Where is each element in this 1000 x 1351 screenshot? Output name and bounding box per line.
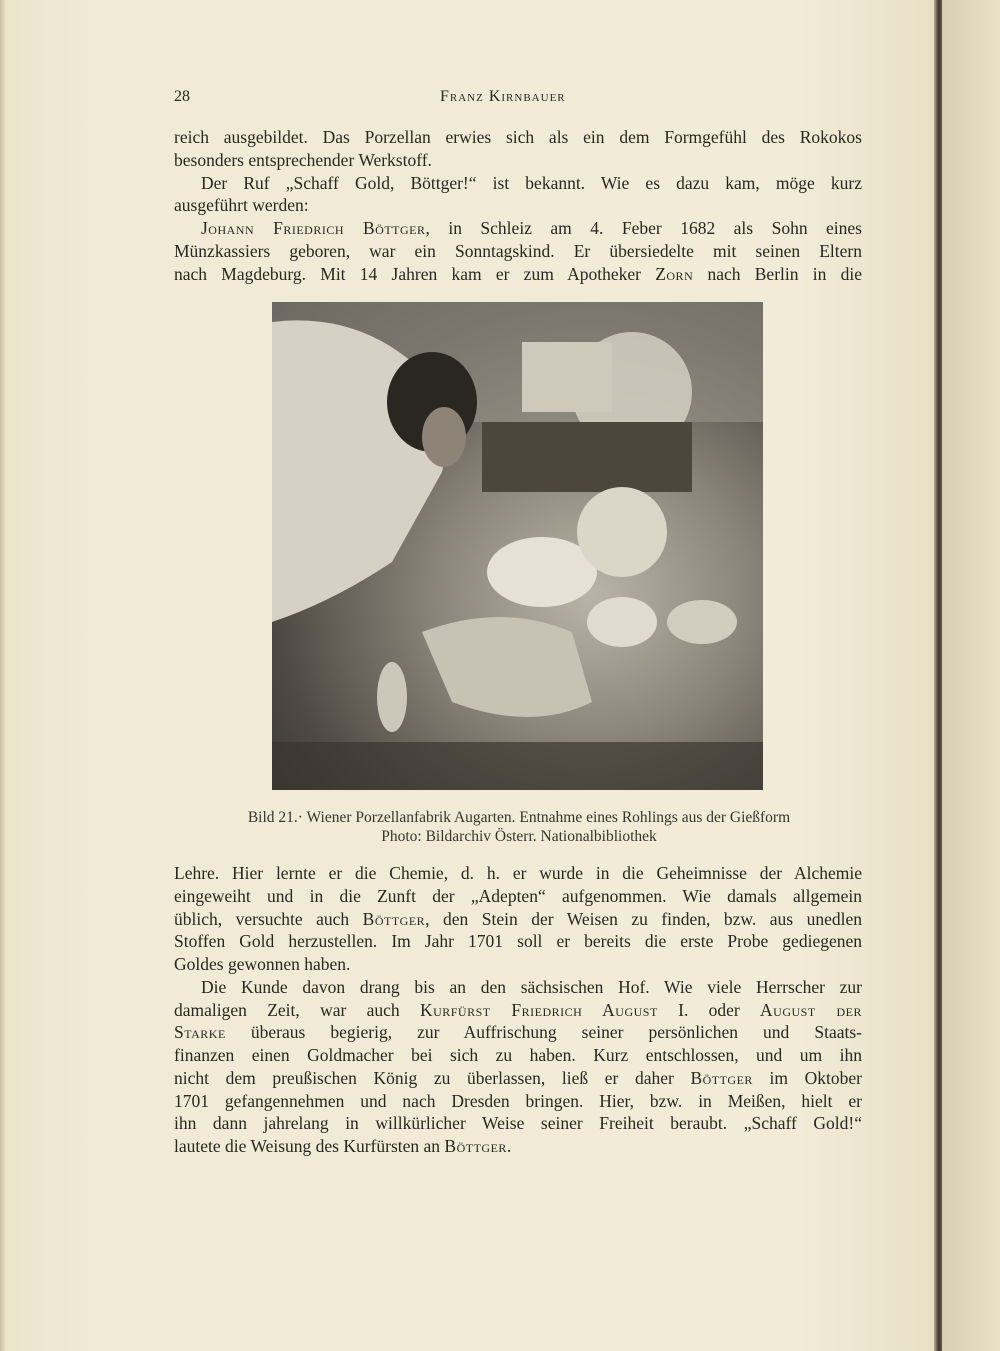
small-caps-name: Starke [174, 1022, 226, 1043]
text-segment: Die Kunde davon drang bis an den sächsischen Hof. Wie viele Herrscher zur [201, 976, 862, 997]
text-line [174, 217, 862, 239]
text-segment: I. oder [657, 999, 761, 1020]
text-line [174, 172, 862, 194]
text-segment: , in Schleiz am 4. Feber 1682 als Sohn eines [425, 218, 862, 239]
text-line [174, 149, 862, 171]
text-segment: , den Stein der Weisen zu finden, bzw. aus unedlen [425, 908, 863, 929]
text-segment: Lehre. Hier lernte er die Chemie, d. h. er wurde in die Geheimnisse der Alchemie [174, 863, 862, 883]
running-title: Franz Kirnbauer [440, 88, 566, 105]
small-caps-name: Böttger [444, 1136, 507, 1156]
page-number: 28 [174, 88, 190, 105]
text-line [174, 885, 862, 907]
text-line [174, 194, 862, 216]
text-segment: nicht dem preußischen König zu überlassen, ließ er daher [174, 1067, 691, 1088]
text-segment: lautete die Weisung des Kurfürsten an [174, 1136, 445, 1156]
text-segment: damaligen Zeit, war auch [174, 999, 420, 1020]
text-segment: 1701 gefangennehmen und nach Dresden bringen. Hier, bzw. in Meißen, hielt er [174, 1090, 862, 1111]
text-line [174, 930, 862, 952]
next-page-edge [942, 0, 1000, 1351]
text-line [174, 1090, 862, 1112]
text-line [174, 1044, 862, 1066]
photo-porcelain-worker [272, 302, 763, 790]
figure-photo [272, 302, 763, 790]
text-segment: nach Berlin in die [693, 263, 862, 284]
page-edge [0, 0, 6, 1351]
small-caps-name: Kurfürst Friedrich August [419, 999, 658, 1020]
text-segment: nach Magdeburg. Mit 14 Jahren kam er zum Apotheker [174, 263, 656, 284]
text-line [174, 862, 862, 884]
text-segment: besonders entsprechender Werkstoff. [174, 149, 432, 170]
text-line [174, 240, 862, 262]
text-segment: reich ausgebildet. Das Porzellan erwies sich als ein dem Formgefühl des Rokokos [174, 127, 862, 147]
text-line [174, 1135, 862, 1157]
text-line [174, 1021, 862, 1043]
figure-caption: Bild 21.· Wiener Porzellanfabrik Augarten. Entnahme eines Rohlings aus der Gießform [247, 809, 791, 826]
text-segment: Goldes gewonnen haben. [174, 954, 351, 974]
figure-credit: Photo: Bildarchiv Österr. Nationalbibliothek [381, 828, 657, 845]
text-segment: Stoffen Gold herzustellen. Im Jahr 1701 soll er bereits die erste Probe gediegenen [174, 931, 862, 952]
text-line [174, 908, 862, 930]
text-segment: ihn dann jahrelang in willkürlicher Weise seiner Freiheit beraubt. „Schaff Gold!“ [174, 1113, 862, 1134]
text-segment: überaus begierig, zur Auffrischung seiner persönlichen und Staats- [225, 1022, 862, 1043]
text-segment: im Oktober [752, 1067, 862, 1088]
text-segment: finanzen einen Goldmacher bei sich zu haben. Kurz entschlossen, und um ihn [174, 1045, 862, 1065]
text-segment: ausgeführt werden: [174, 195, 309, 216]
text-line [174, 1112, 862, 1134]
text-line [174, 953, 862, 975]
book-gutter [934, 0, 942, 1351]
small-caps-name: Zorn [655, 263, 694, 284]
text-segment: . [506, 1136, 512, 1156]
text-line [174, 126, 862, 148]
small-caps-name: Böttger [690, 1067, 753, 1088]
text-line [174, 1067, 862, 1089]
text-line [174, 976, 862, 998]
text-segment: Münzkassiers geboren, war ein Sonntagskind. Er übersiedelte mit seinen Eltern [174, 241, 862, 261]
text-segment: Der Ruf „Schaff Gold, Böttger!“ ist bekannt. Wie es dazu kam, möge kurz [201, 172, 862, 193]
text-line [174, 263, 862, 285]
small-caps-name: Johann Friedrich Böttger [201, 218, 426, 239]
text-line [174, 999, 862, 1021]
text-segment: üblich, versuchte auch [174, 908, 363, 929]
small-caps-name: Böttger [362, 908, 426, 929]
text-segment: eingeweiht und in die Zunft der „Adepten“ aufgenommen. Wie damals allgemein [174, 885, 862, 906]
small-caps-name: August der [760, 999, 862, 1020]
